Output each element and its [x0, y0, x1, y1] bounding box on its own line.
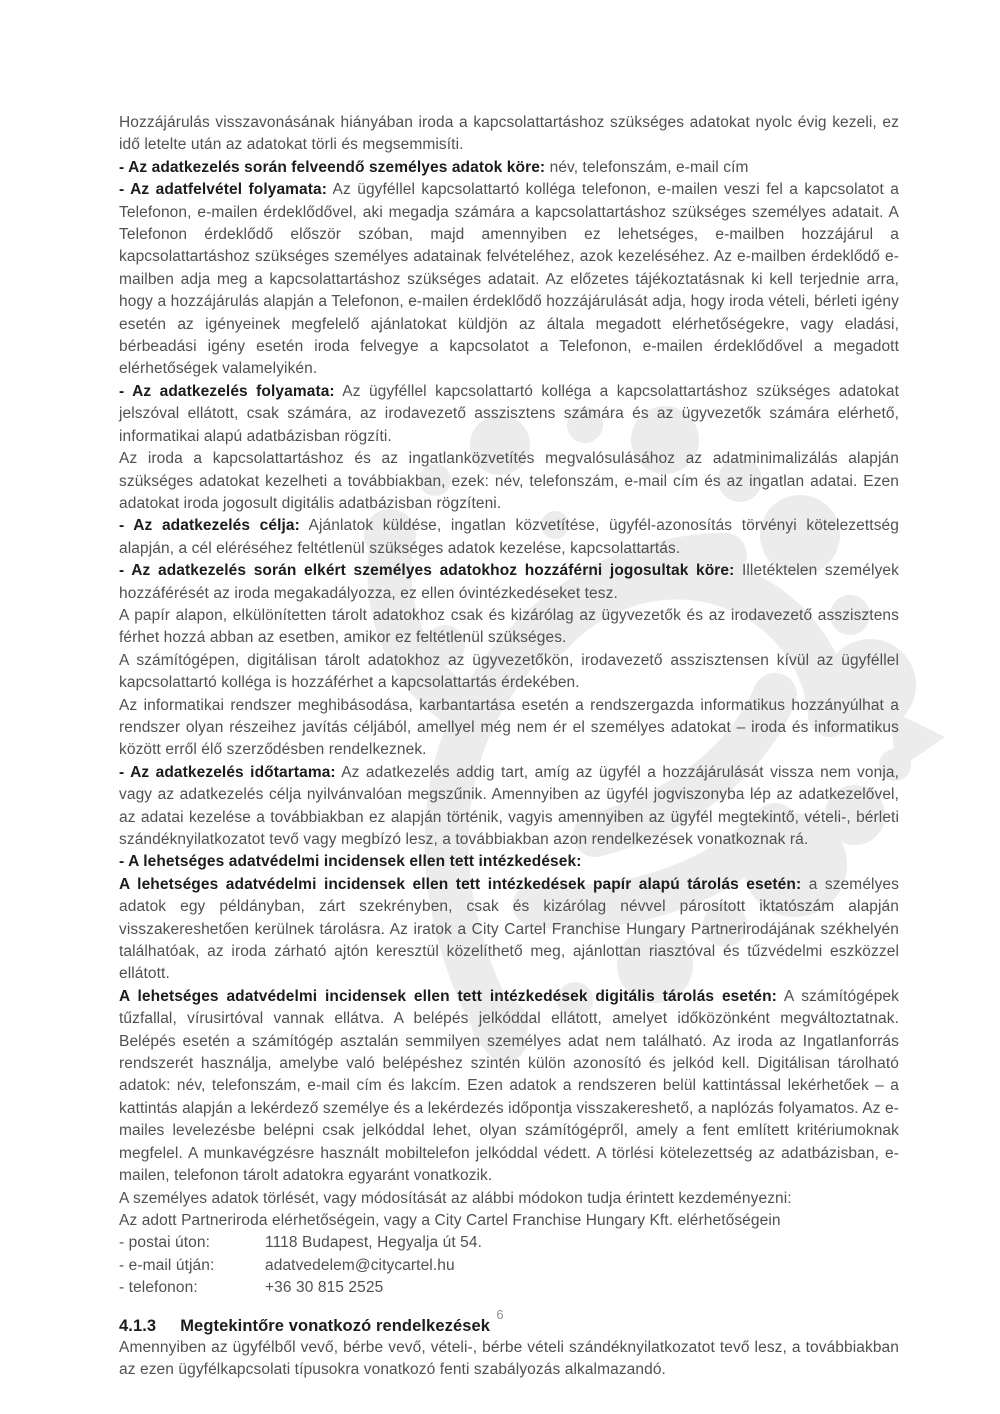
paragraph-bold-text: - Az adatkezelés időtartama:: [119, 763, 336, 781]
contact-row: [119, 1277, 899, 1299]
paragraph-bold-text: - A lehetséges adatvédelmi incidensek ellen tett intézkedések:: [119, 853, 582, 871]
paragraph-bold-text: - Az adatkezelés során felveendő személyes adatok köre:: [119, 158, 546, 176]
page-number: 6: [496, 1307, 504, 1322]
paragraph-text: Illetéktelen személyek hozzáférését az iroda megakadályozza, ez ellen óvintézkedéseket tesz.: [119, 562, 899, 602]
contact-value: 1118 Budapest, Hegyalja út 54.: [265, 1234, 482, 1252]
paragraph: [119, 1210, 899, 1232]
paragraph-text: a személyes adatok egy példányban, zárt szekrényben, csak és kizárólag névvel párosított iktatószám alapján visszakereshetően kerülnek tárolásra. Az iratok a City Cartel Franchise Hungary Partnerirodájának székhelyén találhatóak, az iroda zárható ajtón keresztül közelíthető meg, ajánlottan riasztóval és tűzvédelmi eszközzel ellátott.: [119, 875, 900, 983]
paragraph: [119, 112, 899, 157]
paragraph: [119, 851, 899, 873]
paragraph-text: Az adott Partneriroda elérhetőségein, vagy a City Cartel Franchise Hungary Kft. elérhetőségein: [119, 1211, 781, 1229]
paragraph-bold-text: A lehetséges adatvédelmi incidensek ellen tett intézkedések digitális tárolás esetén:: [119, 987, 777, 1005]
paragraph: [119, 1188, 899, 1210]
paragraph: [119, 695, 899, 762]
paragraph-text: Az adatkezelés addig tart, amíg az ügyfél a hozzájárulását vissza nem vonja, vagy az adatkezelés célja nyilvánvalóan megszűnik. Amennyiben az ügyfél jogviszonyba lép az adatkezelővel, az adatai kezelése a továbbiakban ez alapján történik, vagyis amennyiben az ügyfél megtekintő, vételi-, bérleti szándéknyilatkozatot tevő vagy megbízó lesz, a továbbiakban azon rendelkezések vonatkoznak rá.: [119, 763, 899, 848]
paragraph: [119, 874, 899, 986]
paragraph-bold-text: A lehetséges adatvédelmi incidensek ellen tett intézkedések papír alapú tárolás esetén:: [119, 875, 802, 893]
contact-value: adatvedelem@citycartel.hu: [265, 1256, 455, 1274]
paragraph: [119, 1337, 899, 1382]
contact-label: - e-mail útján:: [119, 1256, 215, 1274]
paragraph-text: Ajánlatok küldése, ingatlan közvetítése, ügyfél-azonosítás törvényi kötelezettség alapján, a cél eléréséhez feltétlenül szükséges adatok kezelése, kapcsolattartás.: [119, 517, 899, 557]
paragraph-bold-text: - Az adatkezelés során elkért személyes adatokhoz hozzáférni jogosultak köre:: [119, 562, 735, 580]
paragraph-text: A személyes adatok törlését, vagy módosítását az alábbi módokon tudja érintett kezdeményezni:: [119, 1189, 792, 1207]
paragraph-text: A számítógépek tűzfallal, vírusirtóval vannak ellátva. A belépés jelkóddal ellátott, amelyet időközönként megváltoztatnak. Belépés esetén a számítógép asztalán semmilyen személyes adat nem található. Az iroda az Ingatlanforrás rendszerét használja, amelybe való belépéshez szintén külön azonosító és jelkód kell. Digitálisan tárolható adatok: név, telefonszám, e-mail cím és lakcím. Ezen adatok a rendszeren belül kattintással lekérhetőek – a kattintás alapján a lekérdező személye és a lekérdezés időpontja visszakereshető, a naplózás folyamatos. Az e-mailes levelezésbe belépni csak jelkóddal lehet, olyan számítógépről, amely a fent említett kritériumoknak megfelel. A munkavégzésre használt mobiltelefon jelkóddal védett. A törlési kötelezettség az adatbázisban, e-mailen, telefonon tárolt adatokra egyaránt vonatkozik.: [119, 987, 899, 1185]
document-body: [119, 112, 899, 1382]
paragraph-text: Az ügyféllel kapcsolattartó kolléga a kapcsolattartáshoz szükséges adatokat jelszóval ellátott, csak számára, az irodavezető asszisztens számára és az ügyvezetők számára elérhető, informatikai alapú adatbázisban rögzíti.: [119, 382, 900, 445]
paragraph-text: A számítógépen, digitálisan tárolt adatokhoz az ügyvezetőkön, irodavezető asszisztensen kívül az ügyféllel kapcsolattartó kolléga is hozzáférhet a kapcsolattartás érdekében.: [119, 651, 899, 692]
contact-row: [119, 1255, 899, 1277]
paragraph-text: név, telefonszám, e-mail cím: [545, 158, 749, 176]
contact-row: [119, 1232, 899, 1254]
section-number: 4.1.3: [119, 1316, 157, 1335]
contact-value: +36 30 815 2525: [265, 1279, 384, 1297]
section-title: Megtekintőre vonatkozó rendelkezések: [180, 1316, 491, 1335]
paragraph: [119, 560, 899, 605]
paragraph-text: Az iroda a kapcsolattartáshoz és az ingatlanközvetítés megvalósulásához az adatminimalizálás alapján szükséges adatokat kezelheti a továbbiakban, ezek: név, telefonszám, e-mail cím és az ingatlan adatai. Ezen adatokat iroda jogosult digitális adatbázisban rögzíteni.: [119, 450, 899, 512]
paragraph: [119, 448, 899, 515]
paragraph-text: Amennyiben az ügyfélből vevő, bérbe vevő, vételi-, bérbe vételi szándéknyilatkozatot tevő lesz, a továbbiakban az ezen ügyfélkapcsolati típusokra vonatkozó fenti szabályozás alkalmazandó.: [119, 1338, 899, 1379]
paragraph-text: Az informatikai rendszer meghibásodása, karbantartása esetén a rendszergazda informatikus hozzányúlhat a rendszer olyan részeihez javítás céljából, amellyel még nem ér el személyes adatokat – iroda és informatikus között erről élő szerződésben rendelkeznek.: [119, 696, 899, 759]
paragraph: [119, 650, 899, 695]
paragraph: [119, 515, 899, 560]
paragraph-bold-text: - Az adatfelvétel folyamata:: [119, 181, 328, 199]
paragraph: [119, 986, 899, 1188]
paragraph: [119, 157, 899, 179]
paragraph: [119, 762, 899, 852]
paragraph-bold-text: - Az adatkezelés folyamata:: [119, 382, 335, 400]
paragraph: [119, 605, 899, 650]
paragraph: [119, 381, 899, 448]
paragraph-bold-text: - Az adatkezelés célja:: [119, 517, 300, 535]
paragraph: [119, 179, 899, 381]
contact-label: - postai úton:: [119, 1234, 211, 1252]
contact-label: - telefonon:: [119, 1279, 198, 1297]
paragraph-text: A papír alapon, elkülönítetten tárolt adatokhoz csak és kizárólag az ügyvezetők és az irodavezető asszisztens férhet hozzá abban az esetben, amikor ez feltétlenül szükséges.: [119, 606, 899, 647]
paragraph-text: Hozzájárulás visszavonásának hiányában iroda a kapcsolattartáshoz szükséges adatokat nyolc évig kezeli, ez idő letelte után az adatokat törli és megsemmisíti.: [119, 114, 899, 154]
paragraph-text: Az ügyféllel kapcsolattartó kolléga telefonon, e-mailen veszi fel a kapcsolatot a Telefonon, e-mailen érdeklődővel, aki megadja számára a kapcsolattartáshoz szükséges személyes adatait. A Telefonon érdeklődő először szóban, majd amennyiben ez lehetséges, e-mailben hozzájárul a kapcsolattartáshoz szükséges személyes adatainak felvételéhez, azok kezeléséhez. Az e-mailben érdeklődő e-mailben adja meg a kapcsolattartáshoz szükséges adatait. Az előzetes tájékoztatásnak ki kell terjednie arra, hogy a hozzájárulás alapján a Telefonon, e-mailen érdeklődő hozzájárulását adja, hogy iroda vételi, bérleti igény esetén az igényeinek megfelelő ajánlatokat küldjön az általa megadott elérhetőségekre, vagy eladási, bérbeadási igény esetén iroda felvegye a kapcsolatot a Telefonon, e-mailen érdeklődővel a megadott elérhetőségek valamelyikén.: [119, 181, 899, 378]
